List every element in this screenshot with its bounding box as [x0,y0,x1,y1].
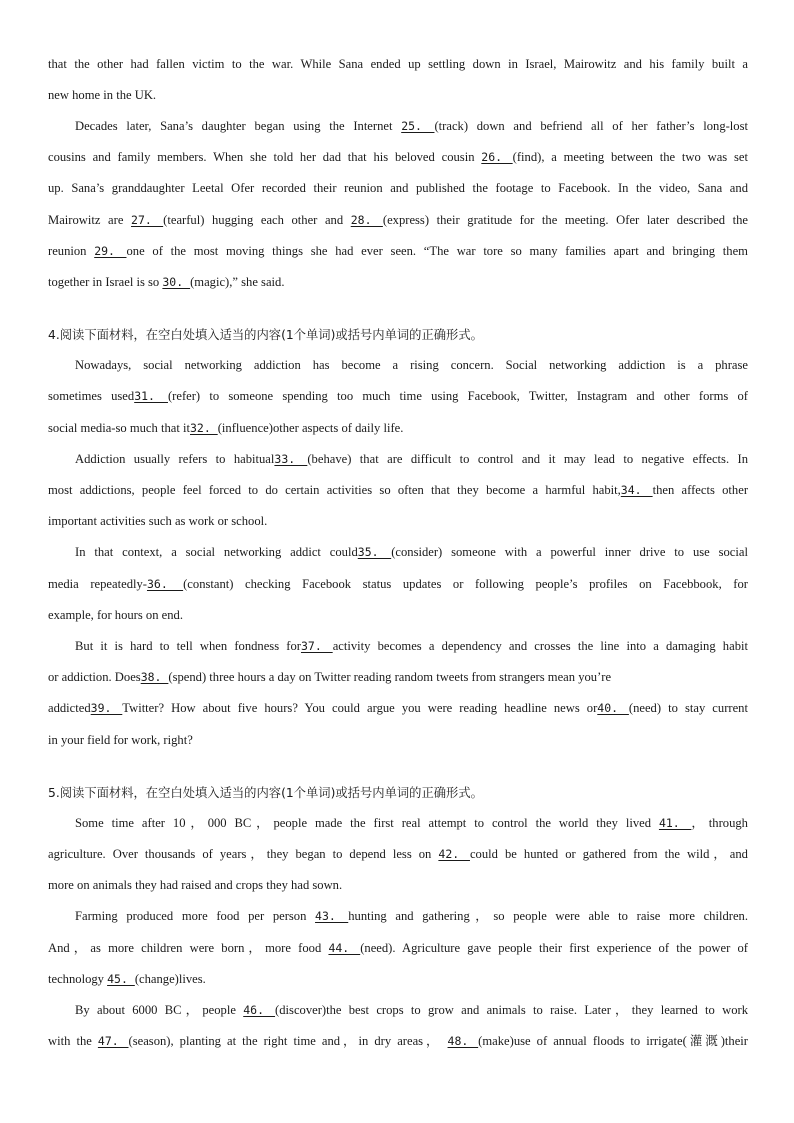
text-segment: (consider) someone with a powerful inner drive to use social [391,545,748,559]
text-segment: (influence)other aspects of daily life. [217,421,404,435]
text-line [48,177,748,199]
text-segment: important activities such as work or school. [48,514,268,528]
text-segment: or addiction. Does [48,670,141,684]
text-segment: up. Sana’s granddaughter Leetal Ofer recorded their reunion and published the footage to Facebook. In the video, Sana and [48,181,748,195]
text-segment: new home in the UK. [48,88,157,102]
answer-blank[interactable]: 36. [146,577,184,591]
text-line [48,729,748,751]
text-segment: (refer) to someone spending too much time using Facebook, Twitter, Instagram and other forms of [167,389,749,403]
text-line [48,968,748,990]
text-segment: cousins and family members. When she told her dad that his beloved cousin [48,150,482,164]
text-segment: In that context, a social networking addict could [75,545,358,559]
text-line [48,697,748,719]
text-segment: Addiction usually refers to habitual [75,452,275,466]
text-segment: (season), planting at the right time and，in dry areas， [128,1034,448,1048]
answer-blank[interactable]: 30. [162,275,191,289]
text-segment: (need) to stay current [628,701,748,715]
text-line [48,448,748,470]
text-segment: Some time after 10，000 BC，people made the first real attempt to control the world they lived [75,816,659,830]
text-segment: (constant) checking Facebook status updates or following people’s profiles on Facebbook, for [183,577,748,591]
answer-blank[interactable]: 37. [300,639,333,653]
section-heading [48,782,748,804]
text-line [48,417,748,439]
answer-blank[interactable]: 45. [107,972,135,986]
text-segment: But it is hard to tell when fondness for [75,639,301,653]
answer-blank[interactable]: 33. [274,452,308,466]
answer-blank[interactable]: 35. [357,545,392,559]
text-segment: Farming produced more food per person [75,909,316,923]
text-segment: (change)lives. [134,972,206,986]
text-line [48,354,748,376]
text-segment: Mairowitz are [48,213,132,227]
answer-blank[interactable]: 44. [328,941,361,955]
answer-blank[interactable]: 40. [597,701,629,715]
answer-blank[interactable]: 29. [94,244,127,258]
text-line [48,271,748,293]
text-line [48,604,748,626]
answer-blank[interactable]: 47. [97,1034,129,1048]
answer-blank[interactable]: 43. [315,909,349,923]
text-line [48,874,748,896]
answer-blank[interactable]: 27. [131,213,164,227]
text-segment: (find), a meeting between the two was set [512,150,748,164]
text-segment: (make)use of annual floods to irrigate(灌溉)their [478,1034,748,1048]
text-segment: (magic),” she said. [190,275,285,289]
answer-blank[interactable]: 31. [134,389,168,403]
text-segment: ，through [691,816,748,830]
text-line [48,666,748,688]
answer-blank[interactable]: 34. [620,483,653,497]
text-line [48,84,748,106]
text-segment: addicted [48,701,91,715]
text-segment: most addictions, people feel forced to do certain activities so often that they become a harmful habit, [48,483,621,497]
text-segment: (express) their gratitude for the meeting. Ofer later described the [382,213,748,227]
text-segment: activity becomes a dependency and crosses the line into a damaging habit [332,639,748,653]
text-segment: (behave) that are difficult to control and it may lead to negative effects. In [307,452,748,466]
text-segment: media repeatedly- [48,577,147,591]
text-line [48,905,748,927]
text-segment: Decades later, Sana’s daughter began using the Internet [75,119,402,133]
answer-blank[interactable]: 28. [350,213,383,227]
text-segment: (need). Agriculture gave people their first experience of the power of [360,941,748,955]
answer-blank[interactable]: 48. [447,1034,479,1048]
text-segment: reunion [48,244,95,258]
text-line [48,510,748,532]
section-heading [48,324,748,346]
answer-blank[interactable]: 38. [140,670,169,684]
text-line [48,635,748,657]
answer-blank[interactable]: 32. [190,421,218,435]
text-line [48,573,748,595]
text-segment: 5.阅读下面材料，在空白处填入适当的内容(1个单词)或括号内单词的正确形式。 [48,786,483,800]
text-line [48,385,748,407]
text-segment: (spend) three hours a day on Twitter reading random tweets from strangers mean you’re [168,670,612,684]
answer-blank[interactable]: 41. [658,816,692,830]
text-segment: Twitter? How about five hours? You could argue you were reading headline news or [122,701,598,715]
text-segment: technology [48,972,108,986]
text-line [48,115,748,137]
text-segment: together in Israel is so [48,275,163,289]
text-line [48,999,748,1021]
text-segment: (track) down and befriend all of her father’s long-lost [434,119,748,133]
answer-blank[interactable]: 25. [401,119,435,133]
text-segment: (discover)the best crops to grow and animals to raise. Later，they learned to work [275,1003,748,1017]
text-segment: that the other had fallen victim to the war. While Sana ended up settling down in Israel, Mairowitz and his family built a [48,57,748,71]
text-line [48,937,748,959]
text-line [48,146,748,168]
text-segment: example, for hours on end. [48,608,183,622]
text-line [48,843,748,865]
text-segment: then affects other [652,483,749,497]
answer-blank[interactable]: 26. [481,150,513,164]
answer-blank[interactable]: 42. [438,847,470,861]
text-segment: in your field for work, right? [48,733,193,747]
text-line [48,541,748,563]
text-segment: more on animals they had raised and crops they had sown. [48,878,343,892]
text-line [48,240,748,262]
text-segment: sometimes used [48,389,135,403]
text-line [48,209,748,231]
text-segment: By about 6000 BC，people [75,1003,244,1017]
text-segment: (tearful) hugging each other and [163,213,351,227]
text-segment: agriculture. Over thousands of years，they began to depend less on [48,847,439,861]
text-line [48,812,748,834]
text-segment: with the [48,1034,98,1048]
answer-blank[interactable]: 39. [90,701,123,715]
text-line [48,479,748,501]
text-segment: social media-so much that it [48,421,190,435]
text-segment: one of the most moving things she had ever seen. “The war tore so many families apart and bringing them [126,244,748,258]
text-segment: hunting and gathering，so people were able to raise more children. [348,909,748,923]
text-line [48,53,748,75]
text-segment: Nowadays, social networking addiction has become a rising concern. Social networking addiction is a phrase [75,358,748,372]
text-segment: 4.阅读下面材料，在空白处填入适当的内容(1个单词)或括号内单词的正确形式。 [48,328,483,342]
text-line [48,1030,748,1052]
text-segment: And，as more children were born，more food [48,941,329,955]
text-segment: could be hunted or gathered from the wild，and [469,847,748,861]
answer-blank[interactable]: 46. [243,1003,276,1017]
